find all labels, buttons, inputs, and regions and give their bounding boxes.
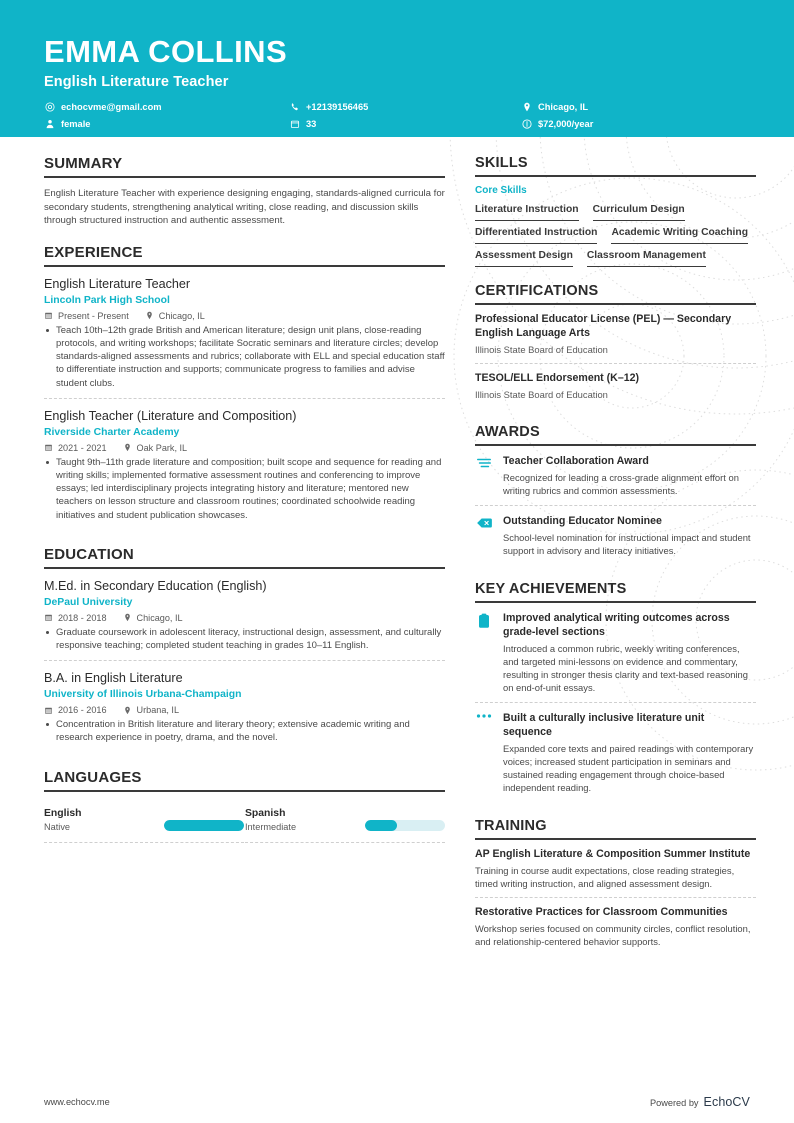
certification-item — [475, 364, 756, 408]
skill-chip: Literature Instruction — [475, 198, 579, 221]
section-training — [475, 818, 756, 955]
bullet-item: Concentration in British literature and literary theory; extensive academic writing and research experience in poetry, drama, and the novel. — [44, 718, 445, 744]
language-level: Intermediate — [245, 821, 297, 832]
language-proficiency-bar — [164, 820, 244, 831]
certification-issuer: Illinois State Board of Education — [475, 389, 608, 400]
entry-bullets — [44, 626, 445, 652]
contact-age — [289, 118, 521, 131]
resume-header — [0, 0, 794, 137]
section-summary — [44, 155, 445, 228]
education-entry — [44, 569, 445, 661]
education-entry — [44, 661, 445, 752]
section-experience — [44, 244, 445, 530]
contact-gender-value: female — [61, 118, 91, 129]
entry-bullets — [44, 324, 445, 390]
training-item — [475, 898, 756, 955]
contact-age-value: 33 — [306, 118, 317, 129]
person-icon — [44, 119, 55, 130]
section-key-achievements — [475, 581, 756, 802]
entry-degree: M.Ed. in Secondary Education (English) — [44, 578, 267, 593]
certification-title: TESOL/ELL Endorsement (K–12) — [475, 372, 640, 384]
entry-dates: 2021 - 2021 — [44, 443, 107, 453]
education-heading: EDUCATION — [44, 546, 445, 569]
contact-gender — [44, 118, 289, 131]
achievement-item — [475, 603, 756, 703]
calendar-icon — [44, 443, 53, 452]
bullet-item: Graduate coursework in adolescent literacy, instructional design, assessment, and culturally responsive teaching; completed student teaching in grades 10–11 English. — [44, 626, 445, 652]
contact-email-value: echocvme@gmail.com — [61, 101, 162, 112]
achievements-heading: KEY ACHIEVEMENTS — [475, 581, 756, 603]
award-description: School-level nomination for instructional impact and student support in advisory and literacy initiatives. — [503, 532, 751, 556]
entry-bullets — [44, 718, 445, 744]
contact-location-value: Chicago, IL — [538, 101, 589, 112]
skill-chip: Assessment Design — [475, 244, 573, 267]
bullet-item: Taught 9th–11th grade literature and composition; built scope and sequence for reading and writing skills; implemented formative assessment routines and conferencing to improve essays; led interdisciplinary projects integrating history and literature; mentored new teachers on lesson structure and classroom routines; coordinated schoolwide reading initiatives and student publication showcases. — [44, 456, 445, 522]
section-certifications — [475, 283, 756, 408]
awards-heading: AWARDS — [475, 424, 756, 446]
entry-location: Chicago, IL — [123, 613, 183, 623]
award-title: Outstanding Educator Nominee — [503, 515, 662, 527]
achievement-title: Improved analytical writing outcomes across grade-level sections — [503, 612, 730, 638]
entry-meta — [44, 705, 445, 715]
calendar-icon — [44, 706, 53, 715]
location-icon — [123, 706, 132, 715]
experience-heading: EXPERIENCE — [44, 244, 445, 267]
training-description: Workshop series focused on community circles, conflict resolution, and relationship-centered behavior supports. — [475, 923, 751, 947]
entry-bullets — [44, 456, 445, 522]
entry-job-title: English Teacher (Literature and Composition) — [44, 408, 297, 423]
entry-school: DePaul University — [44, 596, 133, 608]
powered-by-label: Powered by — [650, 1098, 699, 1108]
summary-text: English Literature Teacher with experience designing engaging, standards-aligned curricula for secondary students, strengthening analytical writing, close reading, and discussion skills through structured instruction and authentic assessment. — [44, 188, 445, 227]
entry-dates: 2016 - 2016 — [44, 705, 107, 715]
email-icon — [44, 102, 55, 113]
contact-info-grid — [44, 101, 750, 131]
left-column — [44, 151, 445, 955]
achievement-description: Expanded core texts and paired readings with contemporary voices; increased student participation in seminars and sustained reading engagement through choice-based independent reading. — [503, 743, 754, 793]
powered-by — [650, 1095, 750, 1109]
clipboard-icon — [475, 611, 493, 694]
phone-icon — [289, 102, 300, 113]
resume-footer — [0, 1081, 794, 1123]
award-item — [475, 506, 756, 565]
entry-organization: Riverside Charter Academy — [44, 426, 180, 438]
contact-phone — [289, 101, 521, 114]
section-education — [44, 546, 445, 753]
right-column — [475, 151, 756, 955]
entry-dates: 2018 - 2018 — [44, 613, 107, 623]
calendar-icon — [44, 613, 53, 622]
location-icon — [123, 613, 132, 622]
experience-entry — [44, 399, 445, 530]
contact-email — [44, 101, 289, 114]
language-item — [44, 798, 244, 843]
contact-phone-value: +12139156465 — [306, 101, 369, 112]
award-item — [475, 446, 756, 506]
brand-name: EchoCV — [703, 1095, 750, 1109]
tag-icon — [475, 514, 493, 557]
training-item — [475, 840, 756, 898]
entry-meta — [44, 613, 445, 623]
entry-degree: B.A. in English Literature — [44, 671, 183, 686]
lines-icon — [475, 454, 493, 497]
entry-organization: Lincoln Park High School — [44, 294, 170, 306]
languages-heading: LANGUAGES — [44, 769, 445, 792]
achievement-title: Built a culturally inclusive literature unit sequence — [503, 712, 705, 738]
location-icon — [123, 443, 132, 452]
certification-title: Professional Educator License (PEL) — Secondary English Language Arts — [475, 313, 732, 339]
contact-location — [521, 101, 750, 114]
job-title: English Literature Teacher — [44, 73, 229, 90]
calendar-icon — [289, 119, 300, 130]
skill-chip: Academic Writing Coaching — [611, 221, 748, 244]
location-icon — [521, 102, 532, 113]
footer-url[interactable]: www.echocv.me — [44, 1097, 110, 1107]
entry-location: Chicago, IL — [145, 311, 205, 321]
language-name: English — [44, 807, 82, 819]
entry-school: University of Illinois Urbana-Champaign — [44, 689, 242, 701]
entry-job-title: English Literature Teacher — [44, 276, 191, 291]
location-icon — [145, 311, 154, 320]
entry-meta — [44, 443, 445, 453]
certification-issuer: Illinois State Board of Education — [475, 344, 608, 355]
certification-item — [475, 305, 756, 364]
dots-icon — [475, 711, 493, 794]
skills-list — [475, 198, 756, 267]
entry-dates: Present - Present — [44, 311, 129, 321]
language-level: Native — [44, 821, 71, 832]
training-heading: TRAINING — [475, 818, 756, 840]
award-title: Teacher Collaboration Award — [503, 455, 649, 467]
calendar-icon — [44, 311, 53, 320]
skills-group-label: Core Skills — [475, 185, 527, 196]
entry-location: Oak Park, IL — [123, 443, 188, 453]
resume-body — [0, 137, 794, 955]
certifications-heading: CERTIFICATIONS — [475, 283, 756, 305]
bullet-item: Teach 10th–12th grade British and American literature; design unit plans, close-reading protocols, and writing workshops; facilitate Socratic seminars and literature circles; develop standards-aligned assessments and rubrics; collaborate with ELL and special education staff to differentiate instruction and supports; communicate progress to families and advise student clubs. — [44, 324, 445, 390]
achievement-item — [475, 703, 756, 802]
section-awards — [475, 424, 756, 565]
language-name: Spanish — [245, 807, 286, 819]
language-proficiency-bar — [365, 820, 445, 831]
contact-salary-value: $72,000/year — [538, 118, 594, 129]
summary-heading: SUMMARY — [44, 155, 445, 178]
languages-list — [44, 798, 445, 843]
entry-meta — [44, 311, 445, 321]
skill-chip: Differentiated Instruction — [475, 221, 597, 244]
skill-chip: Curriculum Design — [593, 198, 685, 221]
training-description: Training in course audit expectations, close reading strategies, timed writing instruction, and aligned assessment design. — [475, 865, 735, 889]
skill-chip: Classroom Management — [587, 244, 706, 267]
contact-salary — [521, 118, 750, 131]
award-description: Recognized for leading a cross-grade alignment effort on writing rubrics and common assessments. — [503, 472, 739, 496]
salary-icon — [521, 119, 532, 130]
entry-location: Urbana, IL — [123, 705, 179, 715]
training-title: AP English Literature & Composition Summer Institute — [475, 848, 751, 860]
training-title: Restorative Practices for Classroom Communities — [475, 906, 728, 918]
language-item — [245, 798, 445, 843]
achievement-description: Introduced a common rubric, weekly writing conferences, and targeted mini-lessons on evidence and commentary, resulting in stronger thesis clarity and text-based reasoning on end-of-unit essays. — [503, 643, 748, 693]
section-skills — [475, 155, 756, 267]
experience-entry — [44, 267, 445, 399]
skills-heading: SKILLS — [475, 155, 756, 177]
section-languages — [44, 769, 445, 843]
page-title: EMMA COLLINS — [44, 34, 288, 69]
